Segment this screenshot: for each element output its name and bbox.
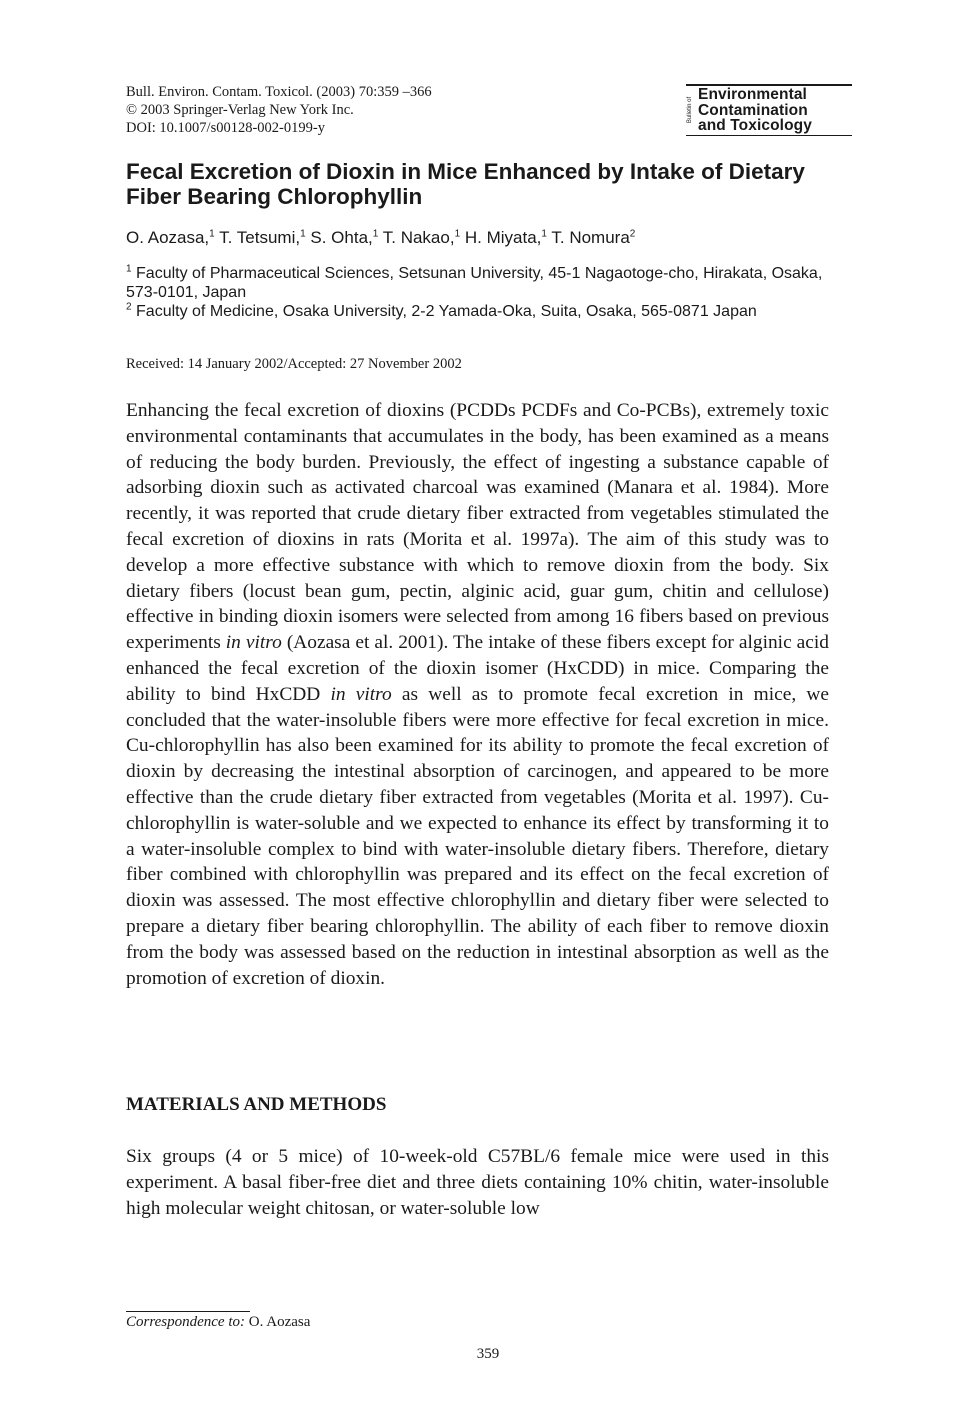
affiliation-number: 1	[126, 263, 132, 275]
journal-header	[126, 83, 432, 137]
author	[219, 228, 306, 247]
author	[310, 228, 378, 247]
logo-line-environmental: Environmental	[698, 86, 807, 103]
copyright-line: © 2003 Springer-Verlag New York Inc.	[126, 102, 354, 118]
logo-side-label	[686, 88, 695, 132]
affiliation-text: Faculty of Pharmaceutical Sciences, Setsunan University, 45-1 Nagaotoge-cho, Hirakata, Osaka, 573-0101, Japan	[126, 265, 823, 301]
methods-paragraph: Six groups (4 or 5 mice) of 10-week-old C57BL/6 female mice were used in this experiment. A basal fiber-free diet and three diets containing 10% chitin, water-insoluble high molecular weight chitosan, or water-soluble low	[126, 1146, 829, 1219]
affiliation	[126, 302, 846, 321]
author-name: H. Miyata,	[464, 228, 542, 247]
author-name: S. Ohta,	[310, 228, 373, 247]
author-list	[126, 228, 635, 248]
received-dates: Received: 14 January 2002/Accepted: 27 November 2002	[126, 356, 462, 372]
logo-side-text: Bulletin of	[687, 96, 694, 124]
intro-italic-in-vitro-2: in vitro	[330, 683, 392, 705]
affiliation	[126, 264, 846, 302]
author-affiliation-mark: 2	[629, 228, 636, 240]
author-affiliation-mark: 1	[454, 228, 461, 240]
section-heading-methods: MATERIALS AND METHODS	[126, 1094, 387, 1115]
affiliation-text: Faculty of Medicine, Osaka University, 2-2 Yamada-Oka, Suita, Osaka, 565-0871 Japan	[136, 303, 757, 320]
intro-text-part2: (Aozasa et al. 2001). The intake of these fibers except for alginic acid enhanced the fecal excretion of the dioxin isomer (HxCDD) in mice. Comparing the ability to bind HxCDD	[126, 632, 829, 705]
journal-logo	[686, 84, 852, 136]
affiliation-list	[126, 264, 846, 321]
intro-text-part1: Enhancing the fecal excretion of dioxins (PCDDs PCDFs and Co-PCBs), extremely toxic environmental contaminants that accumulates in the body, has been examined as a means of reducing the body burden. Previously, the effect of ingesting a substance capable of adsorbing dioxin such as activated charcoal was examined (Manara et al. 1984). More recently, it was reported that crude dietary fiber extracted from vegetables stimulated the fecal excretion of dioxins in rats (Morita et al. 1997a). The aim of this study was to develop a more effective substance with which to remove dioxin from the body. Six dietary fibers (locust bean gum, pectin, alginic acid, guar gum, chitin and cellulose) effective in binding dioxin isomers were selected from among 16 fibers based on previous experiments	[126, 400, 829, 654]
author-affiliation-mark: 1	[372, 228, 379, 240]
correspondence-name: O. Aozasa	[248, 1314, 311, 1330]
author	[126, 228, 215, 247]
footnote-rule	[126, 1311, 250, 1312]
correspondence-note	[126, 1314, 310, 1331]
author-name: T. Tetsumi,	[219, 228, 301, 247]
logo-line-contamination: Contamination	[698, 101, 808, 119]
logo-line-toxicology: and Toxicology	[698, 117, 812, 134]
correspondence-label: Correspondence to:	[126, 1314, 246, 1330]
intro-text-part3: as well as to promote fecal excretion in mice, we concluded that the water-insoluble fibers were more effective for fecal excretion in mice. Cu-chlorophyllin has also been examined for its ability to promote the fecal excretion of dioxin by decreasing the intestinal absorption of carcinogen, and appeared to be more effective than the crude dietary fiber extracted from vegetables (Morita et al. 1997). Cu-chlorophyllin is water-soluble and we expected to enhance its effect by transforming it to a water-insoluble complex to bind with water-insoluble dietary fibers. Therefore, dietary fiber combined with chlorophyllin was prepared and its effect on the fecal excretion of dioxin was assessed. The most effective chlorophyllin and dietary fiber were selected to prepare a dietary fiber bearing chlorophyllin. The ability of each fiber to remove dioxin from the body was assessed based on the reduction in intestinal absorption as well as the promotion of excretion of dioxin.	[126, 683, 829, 989]
doi-line: DOI: 10.1007/s00128-002-0199-y	[126, 120, 325, 136]
author	[465, 228, 547, 247]
author-affiliation-mark: 1	[541, 228, 547, 240]
intro-paragraph	[126, 398, 829, 991]
article-title: Fecal Excretion of Dioxin in Mice Enhanced by Intake of Dietary Fiber Bearing Chlorophyllin	[126, 159, 805, 209]
author-name: T. Nomura	[551, 228, 630, 247]
page-number: 359	[476, 1346, 500, 1362]
logo-wordmark	[698, 87, 812, 134]
intro-italic-in-vitro-1: in vitro	[225, 632, 282, 654]
affiliation-number: 2	[126, 301, 132, 313]
author-name: O. Aozasa,	[126, 228, 210, 247]
logo-bottom-rule	[686, 135, 852, 137]
journal-reference: Bull. Environ. Contam. Toxicol. (2003) 70:359 –366	[126, 84, 432, 100]
author-affiliation-mark: 1	[300, 228, 306, 240]
author	[383, 228, 460, 247]
author	[551, 228, 635, 247]
author-name: T. Nakao,	[382, 228, 455, 247]
author-affiliation-mark: 1	[209, 228, 215, 240]
